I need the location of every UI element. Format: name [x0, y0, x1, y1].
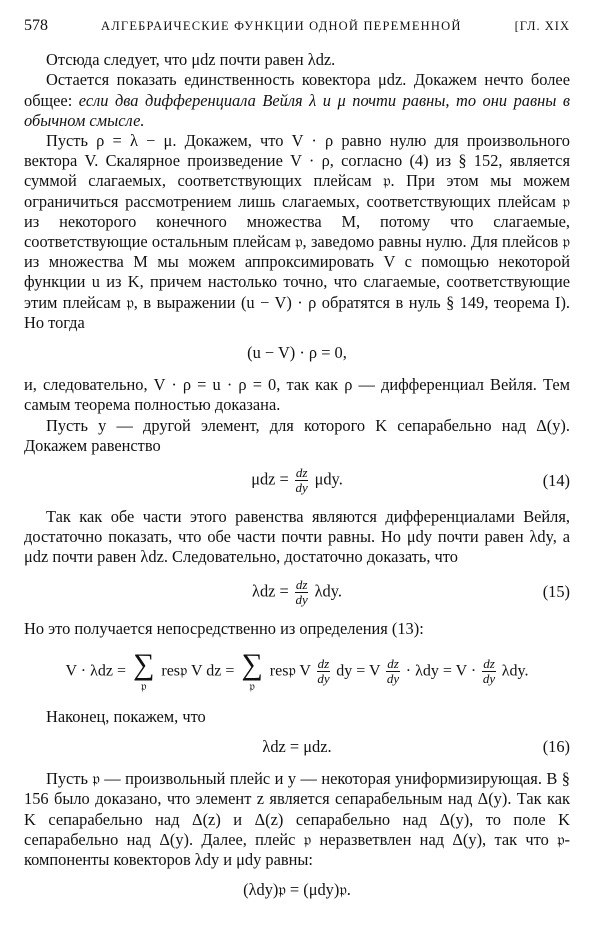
equation-u-minus-v-text: (u − V) · ρ = 0, [247, 343, 347, 363]
eq13-frac-3 [482, 657, 496, 686]
paragraph-2-text: Остается показать единственность ковектора μdz. Докажем нечто более общее: [24, 70, 570, 110]
paragraph-7: Но это получается непосредственно из определения (13): [24, 618, 424, 638]
eq13-frac-3-den: dy [482, 671, 496, 687]
paragraph-1: Отсюда следует, что μdz почти равен λdz. [46, 50, 336, 70]
equation-13-expansion [24, 647, 570, 693]
page-number: 578 [24, 17, 48, 34]
eq16-label: (16) [542, 737, 570, 757]
paragraph-8: Наконец, покажем, что [46, 706, 206, 726]
eq13-frac-1 [317, 657, 331, 686]
eq15-fraction [295, 578, 309, 607]
running-title: АЛГЕБРАИЧЕСКИЕ ФУНКЦИИ ОДНОЙ ПЕРЕМЕННОЙ [101, 19, 462, 33]
paragraph-3: Пусть ρ = λ − μ. Докажем, что V · ρ равно нулю для произвольного вектора V. Скалярное произведение V · ρ, согласно (4) из § 152, является суммой слагаемых, соответствующих плейсам 𝔭. При этом мы можем ограничиться рассмотрением лишь слагаемых, соответствующих плейсам 𝔭 из некоторого конечного множества M, потому что слагаемые, соответствующие остальным плейсам 𝔭, заведомо равны нулю. Для плейсов 𝔭 из множества M мы можем аппроксимировать V с помощью некоторой функции u из K, причем настолько точно, что слагаемые, соответствующие этим плейсам 𝔭, в выражении (u − V) · ρ обратятся в нуль § 149, теорема I). Но тогда [24, 131, 570, 332]
eq13-frac-2-den: dy [386, 671, 400, 687]
paragraph-6: Так как обе части этого равенства являются дифференциалами Вейля, достаточно показать, что обе части почти равны. Но μdy почти равен λdy, а μdz почти равен λdz. Следовательно, достаточно доказать, что [24, 507, 570, 567]
eq14-rhs: μdy. [314, 469, 343, 489]
eq15-num: dz [295, 576, 308, 592]
eq13-frac-2-num: dz [387, 656, 399, 672]
paragraph-2-emphasis: если два дифференциала Вейля λ и μ почти равны, то они равны в обычном смысле. [24, 90, 570, 130]
equation-14 [24, 466, 570, 495]
eq14-lhs: μdz = [251, 469, 289, 489]
eq14-num: dz [295, 465, 308, 481]
eq13-frac-1-den: dy [317, 671, 330, 687]
eq13-frac-2 [386, 657, 400, 686]
paragraph-9: Пусть 𝔭 — произвольный плейс и y — некоторая униформизирующая. В § 156 было доказано, что элемент z является сепарабельным над Δ(y). Так как K сепарабельно над Δ(z) и Δ(z) сепарабельно над Δ(y), то поле K сепарабельно над Δ(y). Далее, плейс 𝔭 неразветвлен над Δ(y), так что 𝔭-компоненты ковекторов λdy и μdy равны: [24, 769, 570, 870]
eq14-fraction [295, 466, 309, 495]
page-header [24, 16, 570, 36]
eq13-t5: · λdy = V · [405, 662, 477, 680]
sum-2-sub: 𝔭 [249, 678, 255, 693]
equation-last-text: (λdy)𝔭 = (μdy)𝔭. [243, 880, 351, 900]
eq13-t3: res𝔭 V [269, 662, 311, 680]
eq16-text: λdz = μdz. [262, 737, 332, 757]
eq14-den: dy [295, 480, 308, 496]
equation-15 [24, 578, 570, 607]
eq13-t1: V · λdz = [65, 662, 126, 680]
equation-16 [24, 737, 570, 757]
sum-symbol-2: ∑ 𝔭 [241, 647, 263, 693]
eq13-t2: res𝔭 V dz = [161, 662, 235, 680]
eq15-lhs: λdz = [252, 580, 289, 600]
sum-symbol-1: ∑ 𝔭 [132, 647, 155, 693]
eq13-frac-3-num: dz [483, 656, 495, 672]
eq15-rhs: λdy. [314, 580, 342, 600]
eq13-t4: dy = V [336, 662, 381, 680]
chapter-marker: [ГЛ. XIX [514, 19, 570, 33]
sum-1-sub: 𝔭 [140, 678, 147, 693]
eq15-den: dy [295, 591, 308, 607]
eq15-label: (15) [542, 582, 570, 602]
equation-u-minus-v [24, 343, 570, 363]
eq13-t6: λdy. [501, 662, 529, 680]
paragraph-4: и, следовательно, V · ρ = u · ρ = 0, так как ρ — дифференциал Вейля. Тем самым теорема полностью доказана. [24, 375, 570, 415]
equation-last [24, 880, 570, 900]
eq14-label: (14) [542, 470, 570, 490]
paragraph-2 [24, 70, 570, 131]
eq13-frac-1-num: dz [317, 656, 330, 672]
paragraph-5: Пусть y — другой элемент, для которого K сепарабельно над Δ(y). Докажем равенство [24, 415, 570, 455]
